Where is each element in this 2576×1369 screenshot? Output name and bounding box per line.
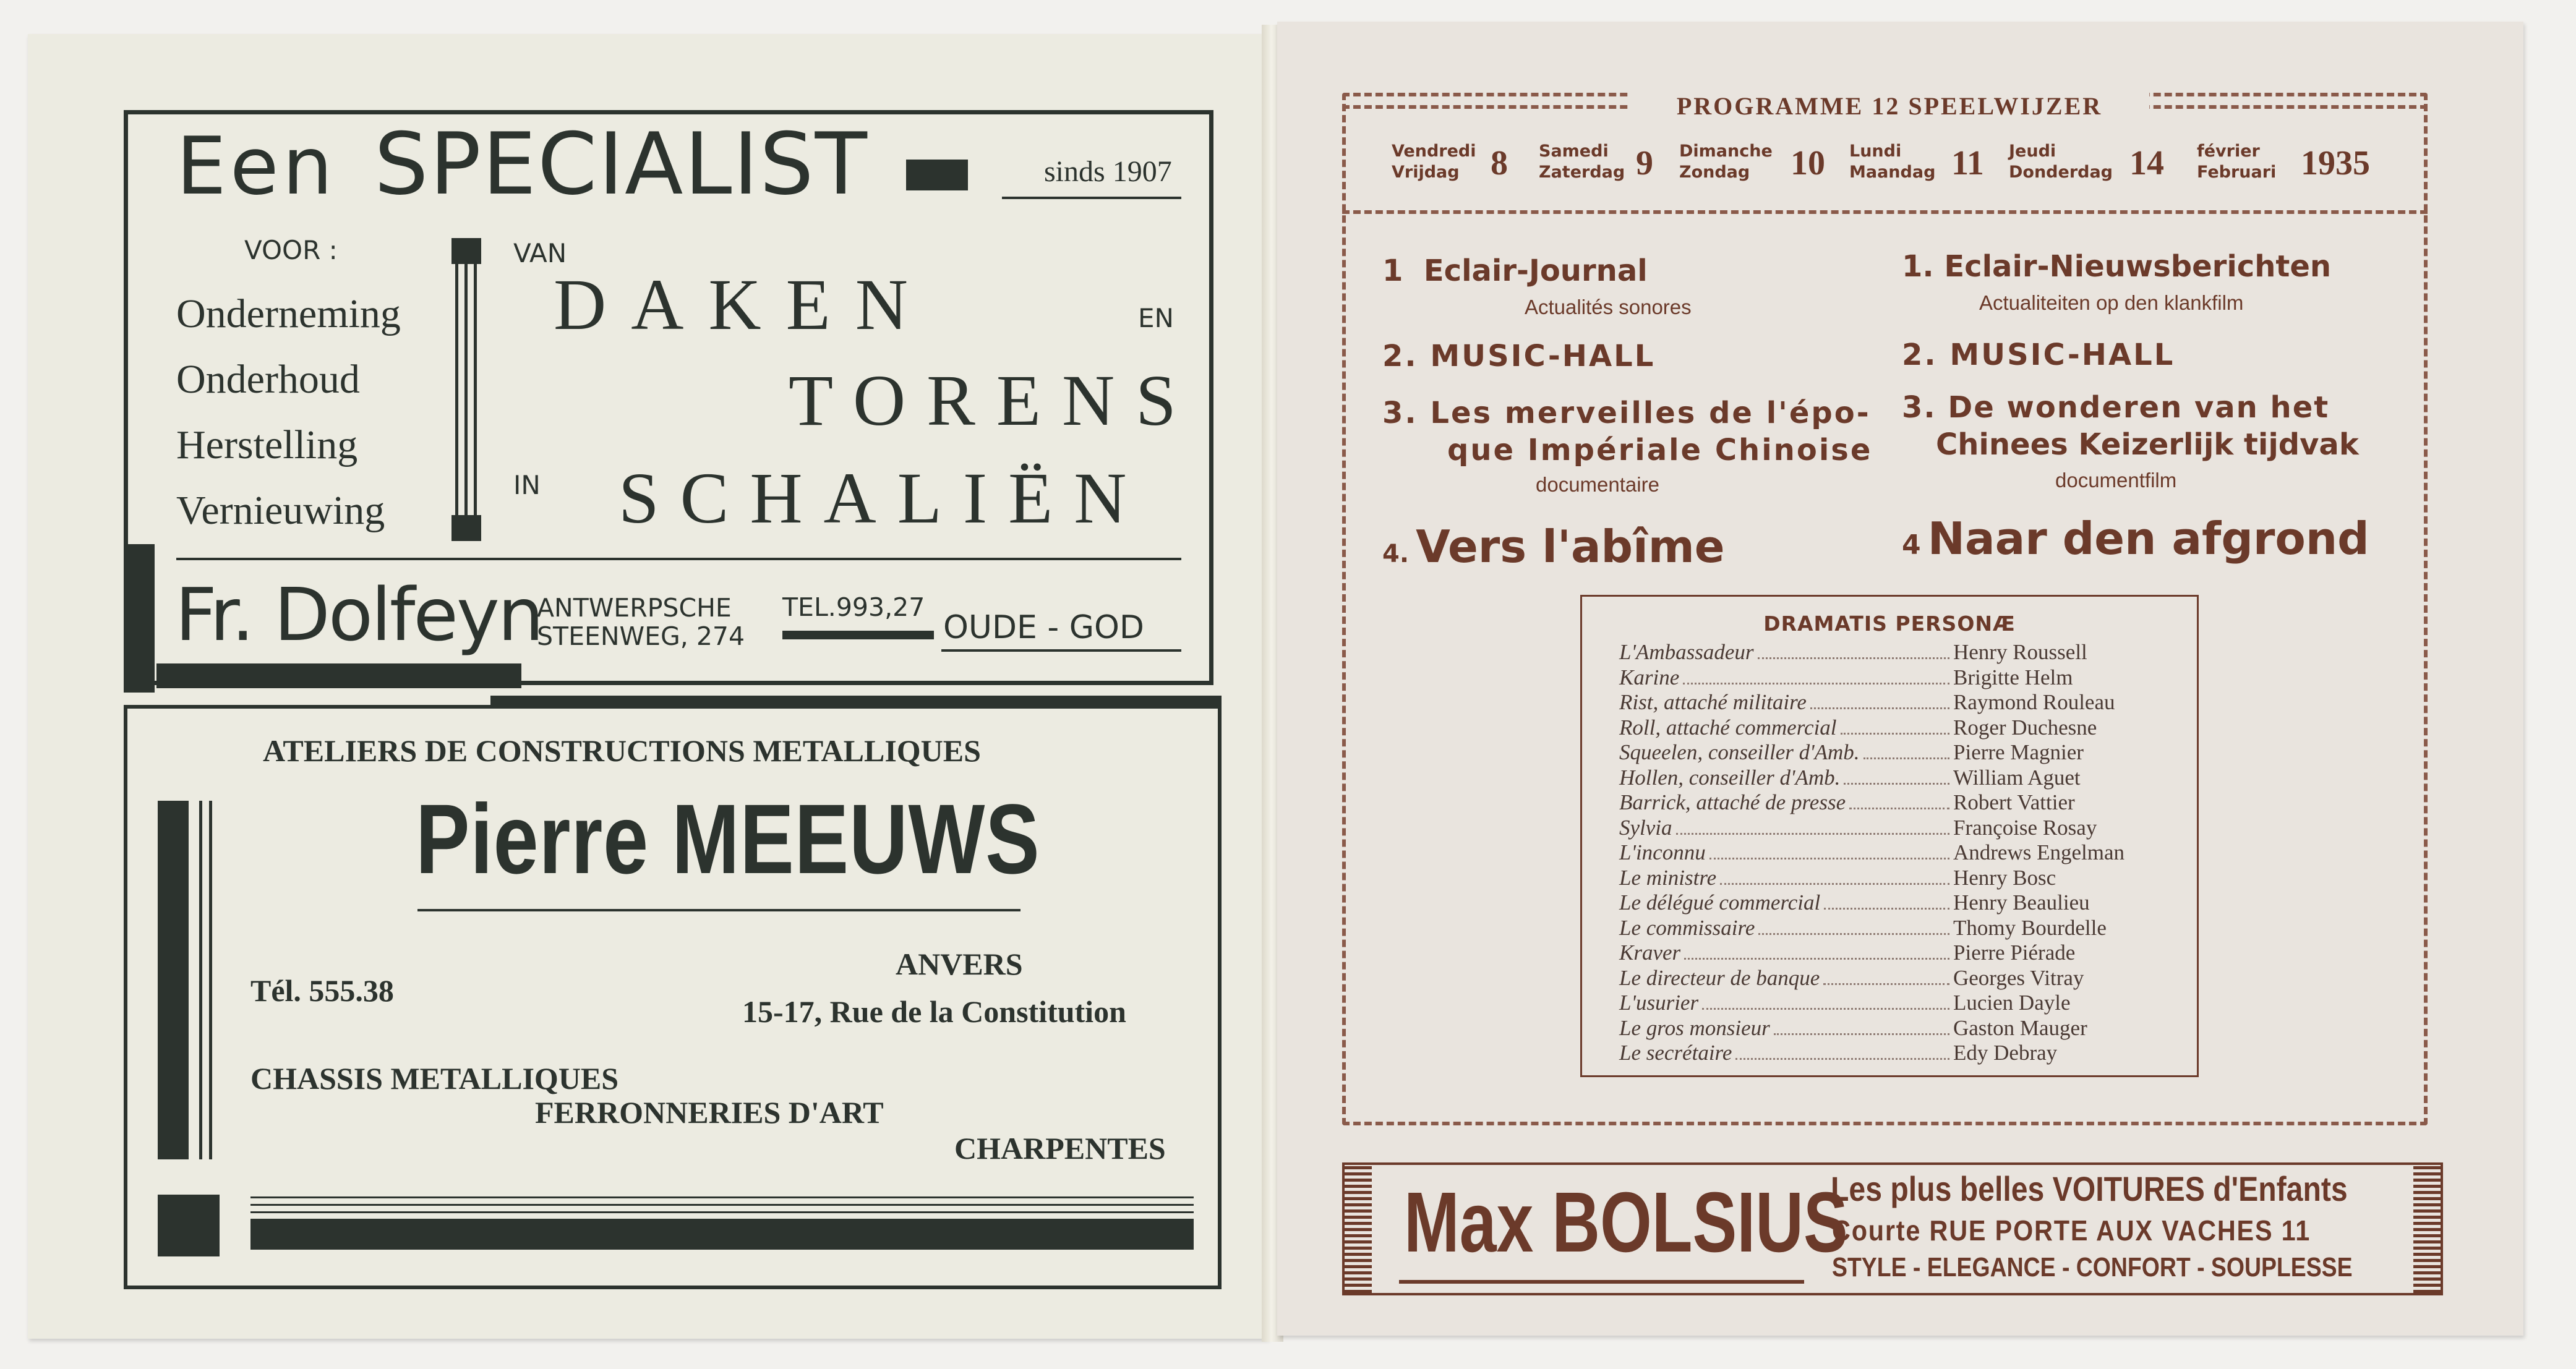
cast-actor: Henry Roussell: [1953, 640, 2087, 664]
address-line: ANTWERPSCHE: [537, 593, 732, 623]
ad2-header: ATELIERS DE CONSTRUCTIONS METALLIQUES: [263, 733, 981, 768]
ad3-line1: Les plus belles VOITURES d'Enfants: [1831, 1169, 2348, 1208]
cast-row: [1619, 715, 2176, 741]
leader-dots: [1676, 833, 1949, 835]
cast-row: [1619, 840, 2176, 866]
cast-role: Sylvia: [1619, 815, 1672, 840]
ad1-en: EN: [1138, 303, 1174, 333]
vertical-line: [199, 801, 202, 1159]
ad1-van: VAN: [513, 238, 567, 268]
program-item-title: Eclair-Nieuwsberichten: [1944, 249, 2332, 284]
cast-actor: Georges Vitray: [1953, 965, 2084, 990]
cast-role: Kraver: [1619, 940, 1681, 965]
cast-row: [1619, 916, 2176, 941]
service-item: Onderneming: [176, 291, 401, 336]
date-day-fr: Lundi: [1849, 142, 1902, 161]
vertical-line: [209, 801, 212, 1159]
leader-dots: [1720, 883, 1949, 885]
column-ornament: [451, 238, 481, 541]
ad1-address: [537, 594, 745, 650]
ad1-schalien: SCHALIËN: [618, 458, 1148, 539]
leader-dots: [1702, 1008, 1949, 1010]
date-day-nl: Vrijdag: [1392, 163, 1460, 182]
date-number: 14: [2129, 144, 2164, 182]
item-number: 3.: [1902, 390, 1936, 425]
divider: [1002, 197, 1181, 199]
leader-dots: [1810, 707, 1949, 709]
divider: [417, 909, 1021, 911]
item-number: 4: [1902, 529, 1921, 561]
program-item-sub: documentaire: [1536, 473, 1659, 496]
cast-row: [1619, 991, 2176, 1016]
cast-row: [1619, 816, 2176, 841]
program-item-sub: Actualités sonores: [1525, 296, 1692, 318]
leader-dots: [1758, 657, 1949, 659]
program-item-sub: Actualiteiten op den klankfilm: [1979, 291, 2244, 314]
cast-row: [1619, 665, 2176, 691]
program-item-title-cont: que Impériale Chinoise: [1447, 433, 1873, 467]
cast-role: Roll, attaché commercial: [1619, 715, 1837, 740]
cast-row: [1619, 640, 2176, 665]
date-month-nl: Februari: [2197, 163, 2277, 182]
ad1-place: OUDE - GOD: [943, 609, 1144, 646]
ad1-voor: VOOR :: [244, 235, 338, 265]
leader-dots: [1864, 757, 1950, 759]
cast-row: [1619, 790, 2176, 816]
cast-actor: Robert Vattier: [1953, 790, 2075, 814]
item-number: 1: [1382, 254, 1403, 288]
service-item: Onderhoud: [176, 357, 360, 402]
program-item-title-cont: Chinees Keizerlijk tijdvak: [1936, 427, 2359, 462]
cast-list: [1619, 640, 2176, 1066]
cast-role: Hollen, conseiller d'Amb.: [1619, 765, 1841, 790]
program-item-sub: documentfilm: [2055, 469, 2177, 492]
date-day-nl: Donderdag: [2009, 163, 2113, 182]
date-number: 8: [1491, 144, 1508, 182]
cast-row: [1619, 740, 2176, 766]
cast-row: [1619, 690, 2176, 715]
leader-dots: [1684, 958, 1949, 960]
item-number: 3.: [1382, 396, 1418, 430]
ad1-sinds: sinds 1907: [1044, 155, 1172, 188]
divider: [176, 558, 1181, 560]
ad2-line1: CHASSIS METALLIQUES: [250, 1061, 619, 1096]
cast-role: Le ministre: [1619, 865, 1717, 890]
divider: [941, 649, 1181, 652]
item-number: 2.: [1382, 339, 1418, 373]
date-day-fr: Dimanche: [1679, 142, 1773, 161]
program-item-title: De wonderen van het: [1948, 390, 2330, 425]
date-day-fr: Vendredi: [1392, 142, 1476, 161]
cast-actor: Henry Bosc: [1953, 865, 2056, 890]
cast-row: [1619, 940, 2176, 966]
header-bottom-rule: [1342, 210, 2428, 214]
cast-row: [1619, 1041, 2176, 1066]
program-item-title: Eclair-Journal: [1423, 254, 1648, 288]
cast-actor: Brigitte Helm: [1953, 665, 2073, 689]
cast-actor: Henry Beaulieu: [1953, 890, 2090, 915]
cast-role: Le délégué commercial: [1619, 890, 1821, 915]
cast-row: [1619, 1016, 2176, 1041]
ad3-underline: [1399, 1280, 1804, 1284]
program-item-title: Les merveilles de l'épo-: [1430, 396, 1871, 430]
cast-actor: Lucien Dayle: [1953, 991, 2071, 1015]
cast-actor: Raymond Rouleau: [1953, 690, 2115, 714]
leader-dots: [1774, 1033, 1949, 1035]
cast-actor: William Aguet: [1953, 765, 2081, 790]
leader-dots: [1844, 783, 1949, 785]
item-number: 1.: [1902, 249, 1934, 284]
cast-actor: Andrews Engelman: [1953, 840, 2125, 864]
service-item: Herstelling: [176, 422, 358, 467]
program-item-title: MUSIC-HALL: [1949, 338, 2175, 372]
corner-bar: [124, 544, 155, 693]
date-day-nl: Zondag: [1679, 163, 1750, 182]
ad2-line2: FERRONNERIES D'ART: [535, 1095, 884, 1130]
cast-role: Le secrétaire: [1619, 1041, 1732, 1065]
bottom-bar: [156, 663, 521, 688]
cast-actor: Thomy Bourdelle: [1953, 915, 2107, 940]
cast-row: [1619, 966, 2176, 991]
ad1-torens: TORENS: [789, 360, 1197, 441]
ad1-in: IN: [513, 470, 541, 500]
program-fr: [1382, 254, 1902, 573]
ad1-company: Fr. Dolfeyn: [175, 572, 542, 657]
cast-role: Squeelen, conseiller d'Amb.: [1619, 740, 1860, 764]
item-number: 2.: [1902, 338, 1938, 372]
ad3-line3: STYLE - ELEGANCE - CONFORT - SOUPLESSE: [1832, 1252, 2353, 1282]
ad2-tel: Tél. 555.38: [250, 973, 394, 1008]
date-number: 11: [1951, 144, 1984, 182]
cast-role: Le directeur de banque: [1619, 965, 1820, 990]
leader-dots: [1841, 733, 1949, 735]
program-nl: [1902, 249, 2397, 565]
dramatis-personae-box: [1580, 595, 2199, 1077]
date-number: 9: [1636, 144, 1653, 182]
dramatis-title: DRAMATIS PERSONÆ: [1763, 612, 2016, 636]
cast-row: [1619, 890, 2176, 916]
cast-role: L'inconnu: [1619, 840, 1706, 864]
leader-dots: [1709, 858, 1949, 859]
cast-role: Barrick, attaché de presse: [1619, 790, 1846, 814]
leader-dots: [1683, 683, 1949, 685]
program-item-title: MUSIC-HALL: [1430, 339, 1656, 373]
ad2-name: Pierre MEEUWS: [416, 783, 1040, 894]
cast-role: Karine: [1619, 665, 1680, 689]
ad3-line2: Courte RUE PORTE AUX VACHES 11: [1832, 1214, 2311, 1247]
ad1-een: Een: [176, 121, 336, 213]
date-day-fr: Samedi: [1539, 142, 1609, 161]
leader-dots: [1849, 808, 1949, 809]
bottom-stripes: [250, 1196, 1194, 1250]
date-row: [1392, 136, 2394, 195]
item-number: 4.: [1382, 540, 1410, 568]
cast-row: [1619, 866, 2176, 891]
date-day-nl: Zaterdag: [1539, 163, 1625, 182]
program-item-title: Vers l'abîme: [1416, 521, 1725, 573]
cast-actor: Pierre Magnier: [1953, 740, 2084, 764]
decor-block: [906, 160, 968, 190]
ad1-services: [176, 281, 401, 544]
leader-dots: [1735, 1058, 1949, 1060]
cast-role: Le commissaire: [1619, 915, 1755, 940]
address-line: STEENWEG, 274: [537, 621, 745, 651]
cast-actor: Roger Duchesne: [1953, 715, 2097, 740]
tel-underline: [782, 631, 934, 639]
date-day-fr: Jeudi: [2009, 142, 2056, 161]
cast-row: [1619, 766, 2176, 791]
cast-role: Le gros monsieur: [1619, 1015, 1770, 1040]
date-number: 10: [1791, 144, 1825, 182]
cast-actor: Gaston Mauger: [1953, 1015, 2087, 1040]
ad2-address: 15-17, Rue de la Constitution: [742, 994, 1126, 1029]
ad3-name: Max BOLSIUS: [1404, 1175, 1848, 1270]
leader-dots: [1823, 983, 1949, 985]
date-year: 1935: [2301, 144, 2370, 182]
ad2-line3: CHARPENTES: [954, 1131, 1166, 1166]
date-day-nl: Maandag: [1849, 163, 1936, 182]
program-item-title: Naar den afgrond: [1927, 513, 2369, 565]
cast-actor: Françoise Rosay: [1953, 815, 2097, 840]
cast-role: Rist, attaché militaire: [1619, 690, 1807, 714]
date-month-fr: février: [2197, 142, 2260, 161]
ad2-city: ANVERS: [896, 947, 1023, 981]
program-header: PROGRAMME 12 SPEELWIJZER: [1676, 92, 2103, 120]
vertical-bar: [158, 801, 189, 1159]
ad1-tel: TEL.993,27: [782, 592, 925, 622]
cast-role: L'usurier: [1619, 991, 1699, 1015]
leader-dots: [1824, 908, 1949, 910]
leader-dots: [1758, 933, 1949, 935]
cast-role: L'Ambassadeur: [1619, 640, 1754, 664]
ad1-specialist: SPECIALIST: [374, 114, 868, 214]
service-item: Vernieuwing: [176, 488, 385, 533]
cast-actor: Pierre Piérade: [1953, 940, 2076, 965]
corner-block: [158, 1195, 220, 1256]
cast-actor: Edy Debray: [1953, 1041, 2058, 1065]
ad1-daken: DAKEN: [554, 264, 933, 345]
